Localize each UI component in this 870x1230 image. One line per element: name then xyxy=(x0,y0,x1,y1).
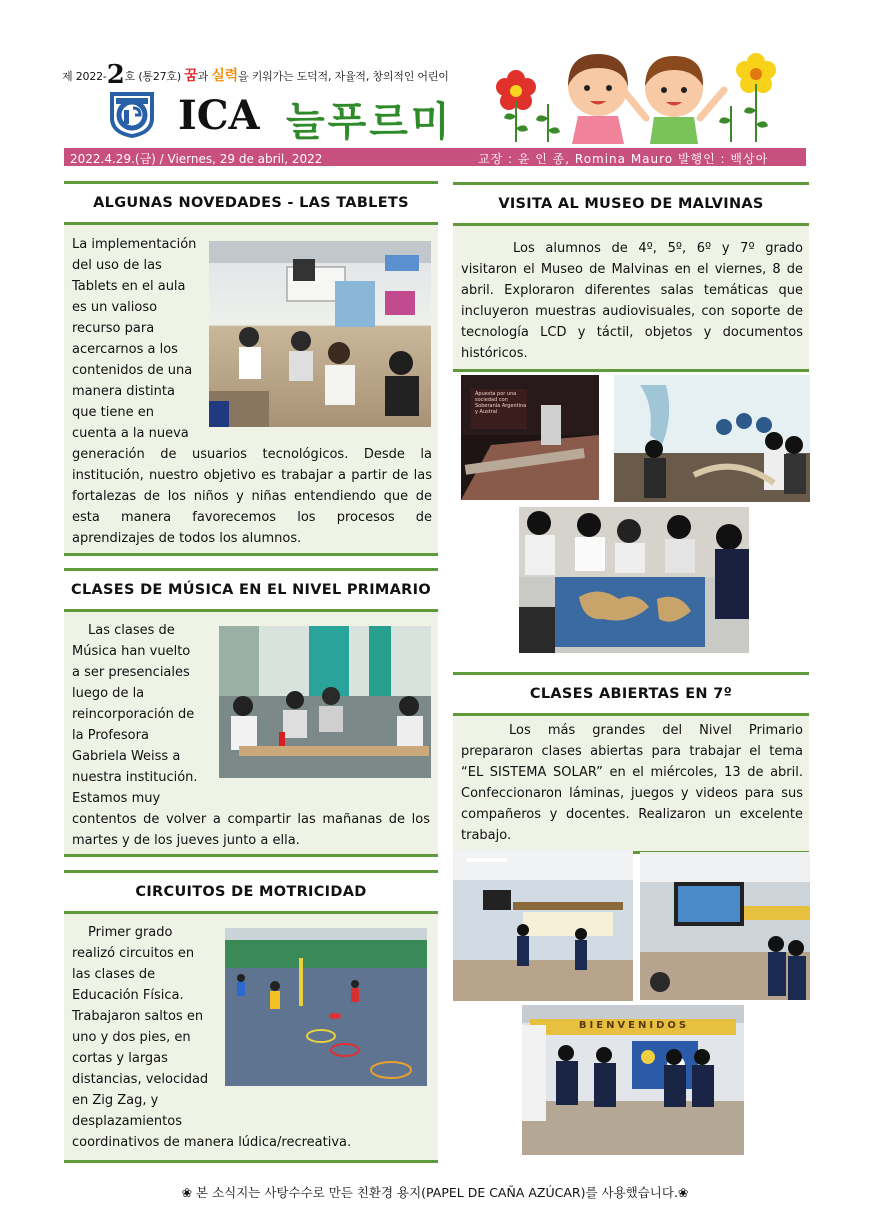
tablets-line: es un valioso xyxy=(72,300,158,315)
children-flowers-illustration xyxy=(486,46,786,146)
musica-line: reincorporación de xyxy=(72,707,195,722)
bienvenidos-banner: BIENVENIDOS xyxy=(578,1020,690,1031)
musica-line: luego de la xyxy=(72,686,145,701)
tablets-text xyxy=(72,234,432,549)
footer-note: ❀ 본 소식지는 사탕수수로 만든 친환경 용지(PAPEL DE CAÑA AZÚCAR)를 사용했습니다.❀ xyxy=(181,1185,689,1200)
tablets-line: Tablets en el aula xyxy=(72,279,186,294)
tablets-line: acercarnos a los xyxy=(72,342,178,357)
musica-text xyxy=(72,620,430,851)
malvinas-museum-photo-2 xyxy=(614,375,810,502)
musica-heading: CLASES DE MÚSICA EN EL NIVEL PRIMARIO xyxy=(64,568,438,612)
tablets-line: recurso para xyxy=(72,321,155,336)
musica-line: Estamos muy xyxy=(72,791,161,806)
motto-join: 과 xyxy=(197,70,212,83)
abiertas-classroom-photo-1 xyxy=(453,850,633,1001)
school-logo-icon xyxy=(106,88,158,140)
date-bar xyxy=(64,148,806,166)
motricidad-line: realizó circuitos en xyxy=(72,946,195,961)
musica-line: la Profesora xyxy=(72,728,149,743)
musica-line: nuestra institución. xyxy=(72,770,198,785)
abiertas-classroom-photo-2 xyxy=(640,852,810,1000)
musica-line: Música han vuelto xyxy=(72,644,191,659)
motricidad-line: distancias, velocidad xyxy=(72,1072,209,1087)
masthead-tagline xyxy=(62,60,449,90)
motricidad-line: cortas y largas xyxy=(72,1051,168,1066)
motricidad-line: uno y dos pies, en xyxy=(72,1030,191,1045)
newsletter-title-latin: ICA xyxy=(178,92,260,139)
motricidad-line: Primer grado xyxy=(88,925,173,940)
malvinas-article xyxy=(453,223,809,372)
issue-suffix: 호 (통27호) xyxy=(124,70,185,83)
tablets-line: manera distinta xyxy=(72,384,175,399)
malvinas-map-table-photo xyxy=(519,507,749,653)
abiertas-students-photo xyxy=(522,1005,744,1155)
tablets-line: La implementación xyxy=(72,237,197,252)
motricidad-line: en Zig Zag, y xyxy=(72,1093,159,1108)
issue-date: 2022.4.29.(금) / Viernes, 29 de abril, 2022 xyxy=(70,152,323,166)
motricidad-line: Trabajaron saltos en xyxy=(72,1009,204,1024)
tablets-line: del uso de las xyxy=(72,258,162,273)
malvinas-heading: VISITA AL MUSEO DE MALVINAS xyxy=(453,182,809,226)
motricidad-line: Educación Física. xyxy=(72,988,184,1003)
motricidad-heading: CIRCUITOS DE MOTRICIDAD xyxy=(64,870,438,914)
motto-word-dream: 꿈 xyxy=(184,68,198,84)
motricidad-text xyxy=(72,922,432,1153)
tablets-line: cuenta a la nueva xyxy=(72,426,189,441)
musica-line: a ser presenciales xyxy=(72,665,190,680)
musica-paragraph: contentos de volver a compartir las mañanas de los martes y de los jueves junto a ella. xyxy=(72,812,430,848)
tablets-article xyxy=(64,222,438,556)
malvinas-paragraph: Los alumnos de 4º, 5º, 6º y 7º grado visitaron el Museo de Malvinas en el viernes, 8 de abril. Exploraron diferentes salas temáticas que incluyeron muestras audiovisuales, con soporte de tecnología LCD y táctil, objetos y documentos históricos. xyxy=(461,241,803,361)
abiertas-paragraph: Los más grandes del Nivel Primario prepararon clases abiertas para trabajar el tema “EL SISTEMA SOLAR” en el miércoles, 13 de abril. Confeccionaron láminas, juegos y videos para sus compañeros y docentes. Realizaron un excelente trabajo. xyxy=(461,723,803,843)
motto-rest: 을 키워가는 도덕적, 자율적, 창의적인 어린이 xyxy=(237,70,449,83)
motricidad-line: desplazamientos xyxy=(72,1114,182,1129)
principal-publisher: 교장 : 윤 인 종, Romina Mauro 발행인 : 백상아 xyxy=(478,152,769,166)
tablets-paragraph: generación de usuarios tecnológicos. Desde la institución, nuestro objetivo es trabajar a partir de las fortalezas de los niños y niñas entendiendo que de esta manera favorecemos los procesos de aprendizajes de todos los alumnos. xyxy=(72,447,432,546)
motricidad-paragraph: coordinativos de manera lúdica/recreativa. xyxy=(72,1135,352,1150)
musica-article xyxy=(64,609,438,857)
newsletter-title-korean: 늘푸르미 xyxy=(286,99,453,145)
issue-prefix: 제 2022- xyxy=(62,70,107,83)
motto-word-skill: 실력 xyxy=(211,68,238,84)
tablets-line: que tiene en xyxy=(72,405,154,420)
malvinas-museum-wall-text: Apuesta por una sociedad con Soberanía Argentina y Austral xyxy=(475,391,527,415)
musica-line: Gabriela Weiss a xyxy=(72,749,181,764)
malvinas-museum-photo-1 xyxy=(461,375,599,500)
motricidad-article xyxy=(64,911,438,1163)
issue-number: 2 xyxy=(106,60,125,90)
abiertas-article xyxy=(453,713,809,854)
musica-line: Las clases de xyxy=(88,623,175,638)
abiertas-heading: CLASES ABIERTAS EN 7º xyxy=(453,672,809,716)
tablets-heading: ALGUNAS NOVEDADES - LAS TABLETS xyxy=(64,181,438,225)
tablets-line: contenidos de una xyxy=(72,363,193,378)
motricidad-line: las clases de xyxy=(72,967,156,982)
